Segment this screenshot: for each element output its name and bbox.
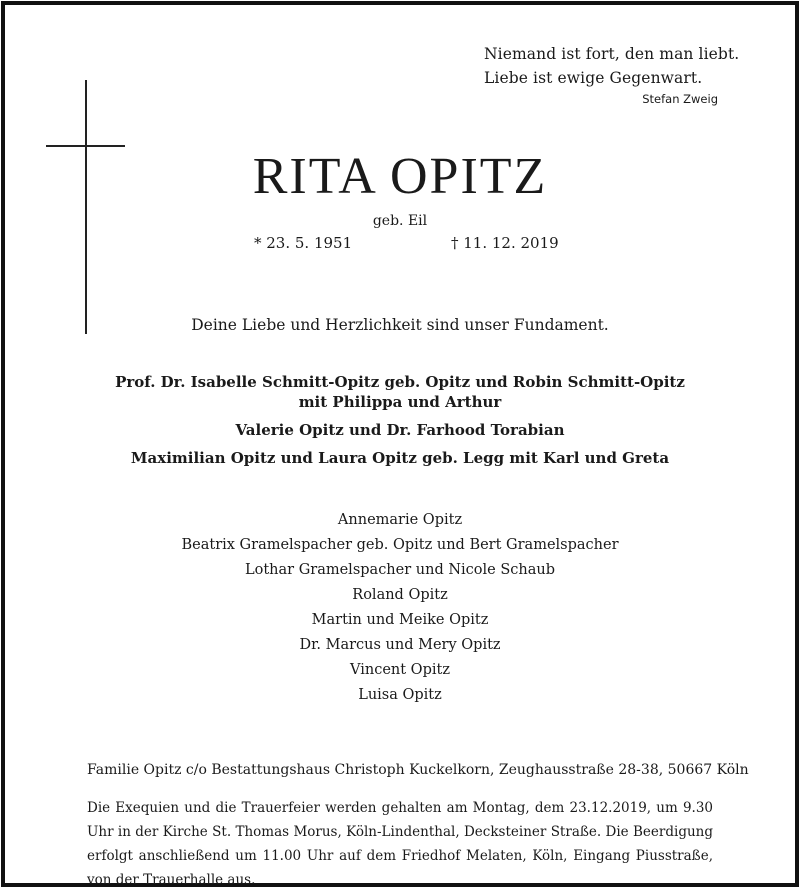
relative-item: Martin und Meike Opitz xyxy=(311,612,489,628)
relative-item: Luisa Opitz xyxy=(358,687,442,703)
family-line: Maximilian Opitz und Laura Opitz geb. Legg mit Karl und Greta xyxy=(130,449,670,467)
family-line: Valerie Opitz und Dr. Farhood Torabian xyxy=(235,421,565,439)
relative-item: Roland Opitz xyxy=(352,587,448,603)
family-line: Prof. Dr. Isabelle Schmitt-Opitz geb. Opitz und Robin Schmitt-Opitz xyxy=(115,373,685,391)
service-details: Die Exequien und die Trauerfeier werden gehalten am Montag, dem 23.12.2019, um 9.30 Uhr in der Kirche St. Thomas Morus, Köln-Lindenthal, Decksteiner Straße. Die Beerdigung erfolgt anschließend um 11.00 Uhr auf dem Friedhof Melaten, Köln, Eingang Piusstraße, von der Trauerhalle aus. xyxy=(87,800,713,888)
family-line: mit Philippa und Arthur xyxy=(298,393,502,411)
quote-line-1: Niemand ist fort, den man liebt. xyxy=(484,45,740,63)
quote xyxy=(484,42,739,90)
birth-date: * 23. 5. 1951 xyxy=(254,234,353,252)
deceased-name: RITA OPITZ xyxy=(252,148,548,205)
quote-author: Stefan Zweig xyxy=(642,92,718,106)
relative-item: Lothar Gramelspacher und Nicole Schaub xyxy=(244,562,555,578)
relative-item: Beatrix Gramelspacher geb. Opitz und Bert Gramelspacher xyxy=(181,537,619,553)
relative-item: Annemarie Opitz xyxy=(337,512,463,528)
relatives-list xyxy=(0,508,800,708)
death-date: † 11. 12. 2019 xyxy=(451,234,559,252)
family-block xyxy=(0,372,800,468)
relative-item: Vincent Opitz xyxy=(350,662,450,678)
birth-name: geb. Eil xyxy=(372,213,428,229)
relative-item: Dr. Marcus und Mery Opitz xyxy=(299,637,501,653)
quote-line-2: Liebe ist ewige Gegenwart. xyxy=(484,69,703,87)
cross-icon-bar xyxy=(46,145,125,147)
cross-icon xyxy=(85,80,87,334)
contact-address: Familie Opitz c/o Bestattungshaus Christoph Kuckelkorn, Zeughausstraße 28-38, 50667 Köln xyxy=(87,762,749,778)
motto: Deine Liebe und Herzlichkeit sind unser Fundament. xyxy=(191,316,609,334)
